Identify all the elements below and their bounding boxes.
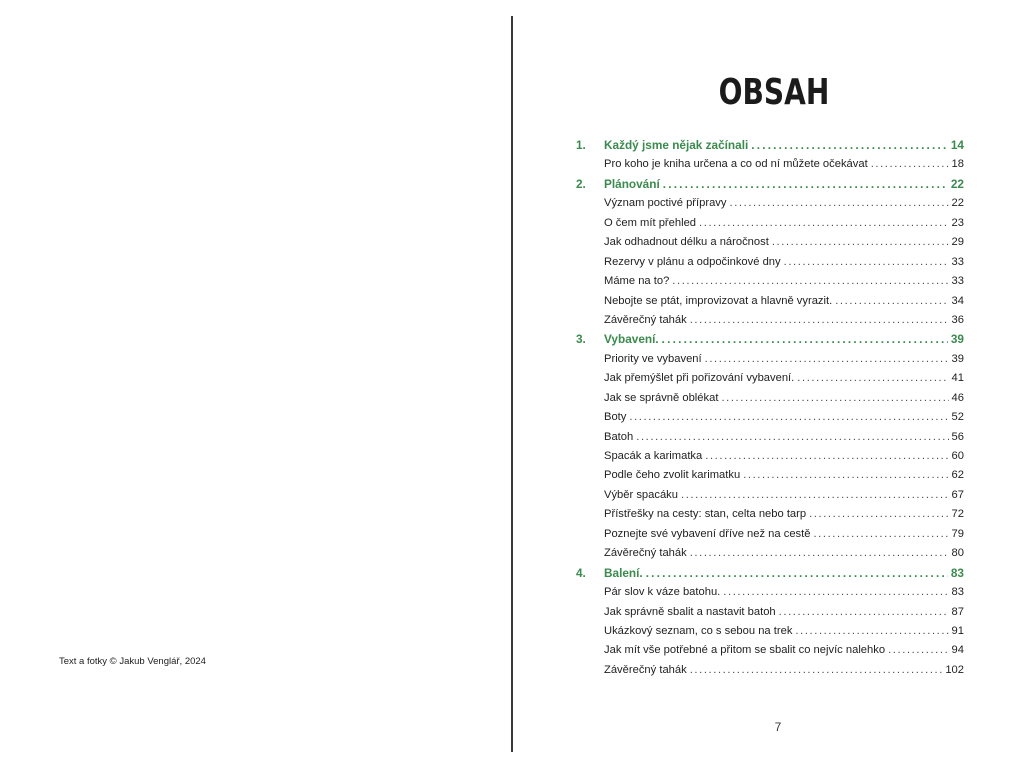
toc-page-number: 67 — [951, 488, 964, 501]
toc-number: 3. — [576, 332, 586, 347]
toc-page-number: 72 — [951, 508, 964, 521]
toc-section-row — [576, 350, 964, 369]
toc-page-number: 60 — [951, 450, 964, 462]
toc-leader-dots — [690, 661, 943, 680]
toc-section-row — [576, 603, 964, 622]
toc-label: Jak přemýšlet při pořizování vybavení. — [604, 372, 795, 385]
toc-section-row — [576, 233, 964, 252]
toc-page-number: 83 — [951, 586, 964, 599]
toc-section-row — [576, 214, 964, 233]
toc-page-number: 87 — [951, 605, 964, 618]
toc-page-number: 14 — [950, 138, 964, 152]
toc-label: Spacák a karimatka — [604, 450, 703, 462]
toc-section-row — [576, 194, 964, 213]
toc-label: Podle čeho zvolit karimatku — [604, 469, 741, 482]
toc-page-number: 39 — [950, 332, 964, 347]
toc-leader-dots — [690, 544, 949, 563]
table-of-contents — [576, 136, 964, 680]
toc-page-number: 62 — [951, 469, 964, 482]
toc-label: Priority ve vybavení — [604, 352, 702, 365]
toc-page-number: 22 — [950, 176, 964, 191]
toc-section-row — [576, 505, 964, 524]
toc-section-row — [576, 408, 964, 427]
toc-leader-dots — [730, 194, 949, 213]
toc-page-number: 83 — [950, 565, 964, 580]
toc-label: Nebojte se ptát, improvizovat a hlavně vyrazit. — [604, 294, 833, 307]
toc-leader-dots — [629, 408, 948, 427]
toc-label: Výběr spacáku — [604, 488, 679, 501]
toc-chapter-row — [576, 175, 964, 194]
toc-page-number: 56 — [951, 430, 964, 443]
toc-page-number: 39 — [951, 352, 964, 365]
toc-section-row — [576, 369, 964, 388]
toc-label: O čem mít přehled — [604, 216, 697, 229]
toc-page-number: 46 — [951, 391, 964, 404]
toc-page-number: 102 — [945, 663, 964, 676]
toc-leader-dots — [835, 292, 948, 311]
toc-page-number: 36 — [951, 313, 964, 326]
toc-leader-dots — [813, 525, 948, 544]
toc-section-row — [576, 428, 964, 447]
toc-section-row — [576, 253, 964, 272]
toc-label: Vybavení. — [604, 332, 659, 347]
toc-page-number: 52 — [951, 411, 964, 424]
toc-section-row — [576, 311, 964, 330]
copyright-credit: Text a fotky © Jakub Venglář, 2024 — [59, 656, 206, 667]
toc-section-row — [576, 155, 964, 174]
toc-label: Závěrečný tahák — [604, 313, 687, 326]
toc-section-row — [576, 292, 964, 311]
page-gutter-divider — [511, 16, 513, 752]
toc-number: 2. — [576, 176, 586, 191]
toc-leader-dots — [672, 272, 948, 291]
toc-label: Závěrečný tahák — [604, 547, 687, 560]
toc-leader-dots — [699, 214, 949, 233]
toc-label: Poznejte své vybavení dříve než na cestě — [604, 527, 811, 540]
toc-label: Rezervy v plánu a odpočinkové dny — [604, 255, 781, 268]
toc-section-row — [576, 447, 964, 466]
toc-page-number: 33 — [951, 255, 964, 268]
toc-section-row — [576, 661, 964, 680]
toc-leader-dots — [797, 369, 948, 388]
toc-leader-dots — [681, 486, 949, 505]
toc-page-number: 80 — [951, 547, 964, 560]
toc-label: Jak správně sbalit a nastavit batoh — [604, 605, 776, 618]
toc-page-number: 23 — [951, 216, 964, 229]
toc-section-row — [576, 466, 964, 485]
toc-number: 1. — [576, 138, 586, 152]
toc-leader-dots — [751, 136, 948, 155]
toc-label: Plánování — [604, 176, 660, 191]
toc-leader-dots — [743, 466, 948, 485]
toc-label: Pro koho je kniha určena a co od ní můžete očekávat — [604, 158, 868, 171]
toc-leader-dots — [772, 233, 949, 252]
toc-section-row — [576, 583, 964, 602]
toc-label: Boty — [604, 411, 627, 424]
toc-leader-dots — [809, 505, 948, 524]
toc-leader-dots — [795, 622, 948, 641]
toc-section-row — [576, 641, 964, 660]
toc-label: Význam poctivé přípravy — [604, 197, 727, 210]
toc-leader-dots — [663, 175, 948, 194]
toc-leader-dots — [705, 447, 948, 466]
toc-chapter-row — [576, 564, 964, 583]
toc-leader-dots — [784, 253, 949, 272]
toc-leader-dots — [723, 583, 948, 602]
toc-page-number: 94 — [951, 644, 964, 657]
toc-leader-dots — [646, 564, 948, 583]
toc-page-number: 22 — [951, 197, 964, 210]
toc-section-row — [576, 622, 964, 641]
toc-page-number: 33 — [951, 275, 964, 288]
toc-number: 4. — [576, 565, 586, 580]
toc-section-row — [576, 272, 964, 291]
toc-label: Jak mít vše potřebné a přitom se sbalit co nejvíc nalehko — [604, 644, 886, 657]
toc-label: Jak se správně oblékat — [604, 391, 719, 404]
toc-leader-dots — [690, 311, 949, 330]
toc-page-number: 91 — [951, 624, 964, 637]
toc-section-row — [576, 544, 964, 563]
toc-chapter-row — [576, 136, 964, 155]
toc-label: Jak odhadnout délku a náročnost — [604, 236, 769, 249]
toc-leader-dots — [779, 603, 949, 622]
toc-page-number: 18 — [951, 158, 964, 171]
toc-label: Pár slov k váze batohu. — [604, 586, 721, 599]
toc-label: Batoh — [604, 430, 634, 443]
toc-leader-dots — [662, 330, 948, 349]
toc-page-number: 41 — [951, 372, 964, 385]
toc-label: Přístřešky na cesty: stan, celta nebo tarp — [604, 508, 807, 521]
toc-page-number: 79 — [951, 527, 964, 540]
toc-leader-dots — [636, 428, 948, 447]
page-number: 7 — [774, 720, 782, 734]
page-title: OBSAH — [718, 72, 830, 113]
toc-section-row — [576, 389, 964, 408]
toc-label: Každý jsme nějak začínali — [604, 138, 749, 152]
toc-label: Balení. — [604, 565, 643, 580]
toc-chapter-row — [576, 330, 964, 349]
toc-label: Ukázkový seznam, co s sebou na trek — [604, 624, 793, 637]
toc-label: Závěrečný tahák — [604, 663, 687, 676]
toc-section-row — [576, 525, 964, 544]
toc-label: Máme na to? — [604, 275, 670, 288]
toc-leader-dots — [721, 389, 948, 408]
toc-leader-dots — [871, 155, 949, 174]
toc-leader-dots — [705, 350, 949, 369]
toc-section-row — [576, 486, 964, 505]
toc-page-number: 34 — [951, 294, 964, 307]
toc-leader-dots — [888, 641, 948, 660]
toc-page-number: 29 — [951, 236, 964, 249]
